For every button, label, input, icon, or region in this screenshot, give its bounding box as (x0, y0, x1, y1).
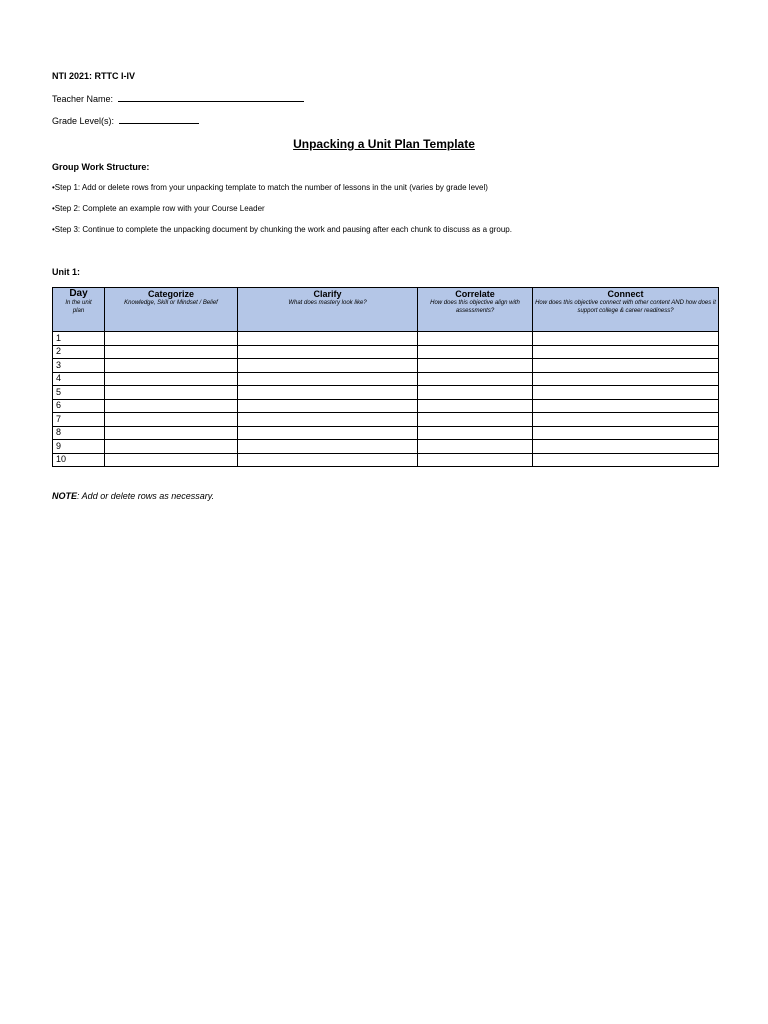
connect-cell[interactable] (533, 453, 719, 467)
correlate-cell[interactable] (418, 372, 533, 386)
day-cell: 9 (53, 440, 105, 454)
clarify-cell[interactable] (238, 440, 418, 454)
clarify-cell[interactable] (238, 386, 418, 400)
correlate-cell[interactable] (418, 413, 533, 427)
table-row (53, 453, 719, 467)
day-cell: 10 (53, 453, 105, 467)
connect-cell[interactable] (533, 359, 719, 373)
col-day-name: Day (69, 288, 88, 299)
categorize-cell[interactable] (105, 372, 238, 386)
day-cell: 4 (53, 372, 105, 386)
table-row (53, 372, 719, 386)
grade-level-row (52, 115, 199, 126)
correlate-cell[interactable] (418, 386, 533, 400)
grade-level-label: Grade Level(s): (52, 116, 115, 126)
categorize-cell[interactable] (105, 345, 238, 359)
day-cell: 2 (53, 345, 105, 359)
day-cell: 1 (53, 332, 105, 346)
table-row (53, 399, 719, 413)
connect-cell[interactable] (533, 386, 719, 400)
categorize-cell[interactable] (105, 359, 238, 373)
col-correlate-desc: How does this objective align with assessments? (430, 300, 520, 314)
clarify-cell[interactable] (238, 372, 418, 386)
note-label: NOTE (52, 491, 78, 501)
clarify-cell[interactable] (238, 359, 418, 373)
table-row (53, 345, 719, 359)
categorize-cell[interactable] (105, 426, 238, 440)
col-categorize-name: Categorize (147, 289, 194, 299)
table-header-row (53, 288, 719, 332)
categorize-cell[interactable] (105, 413, 238, 427)
correlate-cell[interactable] (418, 359, 533, 373)
clarify-cell[interactable] (238, 426, 418, 440)
connect-cell[interactable] (533, 345, 719, 359)
clarify-cell[interactable] (238, 345, 418, 359)
col-correlate-header (418, 288, 533, 332)
clarify-cell[interactable] (238, 413, 418, 427)
day-cell: 5 (53, 386, 105, 400)
day-cell: 7 (53, 413, 105, 427)
table-row (53, 440, 719, 454)
clarify-cell[interactable] (238, 453, 418, 467)
col-correlate-name: Correlate (455, 289, 495, 299)
table-row (53, 332, 719, 346)
col-day-desc: In the unit plan (65, 300, 92, 314)
step-1: •Step 1: Add or delete rows from your unpacking template to match the number of lessons in the unit (varies by grade level) (52, 183, 488, 192)
table-row (53, 426, 719, 440)
table-row (53, 413, 719, 427)
teacher-name-label: Teacher Name: (52, 94, 114, 104)
col-categorize-header (105, 288, 238, 332)
col-connect-header (533, 288, 719, 332)
col-day-header (53, 288, 105, 332)
correlate-cell[interactable] (418, 332, 533, 346)
unpacking-table (52, 287, 719, 467)
connect-cell[interactable] (533, 426, 719, 440)
connect-cell[interactable] (533, 440, 719, 454)
note (52, 491, 214, 501)
grade-level-field[interactable] (119, 115, 199, 124)
connect-cell[interactable] (533, 413, 719, 427)
correlate-cell[interactable] (418, 345, 533, 359)
day-cell: 8 (53, 426, 105, 440)
connect-cell[interactable] (533, 399, 719, 413)
connect-cell[interactable] (533, 332, 719, 346)
teacher-name-field[interactable] (118, 93, 304, 102)
clarify-cell[interactable] (238, 399, 418, 413)
group-work-heading: Group Work Structure: (52, 162, 150, 172)
page-title: Unpacking a Unit Plan Template (293, 137, 475, 151)
step-2: •Step 2: Complete an example row with your Course Leader (52, 204, 265, 213)
correlate-cell[interactable] (418, 440, 533, 454)
col-clarify-header (238, 288, 418, 332)
teacher-name-row (52, 93, 304, 104)
clarify-cell[interactable] (238, 332, 418, 346)
col-clarify-desc: What does mastery look like? (288, 300, 367, 306)
correlate-cell[interactable] (418, 399, 533, 413)
categorize-cell[interactable] (105, 440, 238, 454)
day-cell: 6 (53, 399, 105, 413)
table-row (53, 359, 719, 373)
unit-label: Unit 1: (52, 267, 80, 277)
col-connect-desc: How does this objective connect with other content AND how does it support college & career readiness? (535, 300, 716, 314)
day-cell: 3 (53, 359, 105, 373)
step-3: •Step 3: Continue to complete the unpacking document by chunking the work and pausing after each chunk to discuss as a group. (52, 225, 512, 234)
categorize-cell[interactable] (105, 386, 238, 400)
col-connect-name: Connect (607, 289, 644, 299)
table-row (53, 386, 719, 400)
col-clarify-name: Clarify (313, 289, 342, 299)
categorize-cell[interactable] (105, 453, 238, 467)
note-text: : Add or delete rows as necessary. (77, 491, 215, 501)
col-categorize-desc: Knowledge, Skill or Mindset / Belief (124, 300, 218, 306)
categorize-cell[interactable] (105, 399, 238, 413)
course-line: NTI 2021: RTTC I-IV (52, 71, 136, 81)
connect-cell[interactable] (533, 372, 719, 386)
categorize-cell[interactable] (105, 332, 238, 346)
correlate-cell[interactable] (418, 426, 533, 440)
correlate-cell[interactable] (418, 453, 533, 467)
